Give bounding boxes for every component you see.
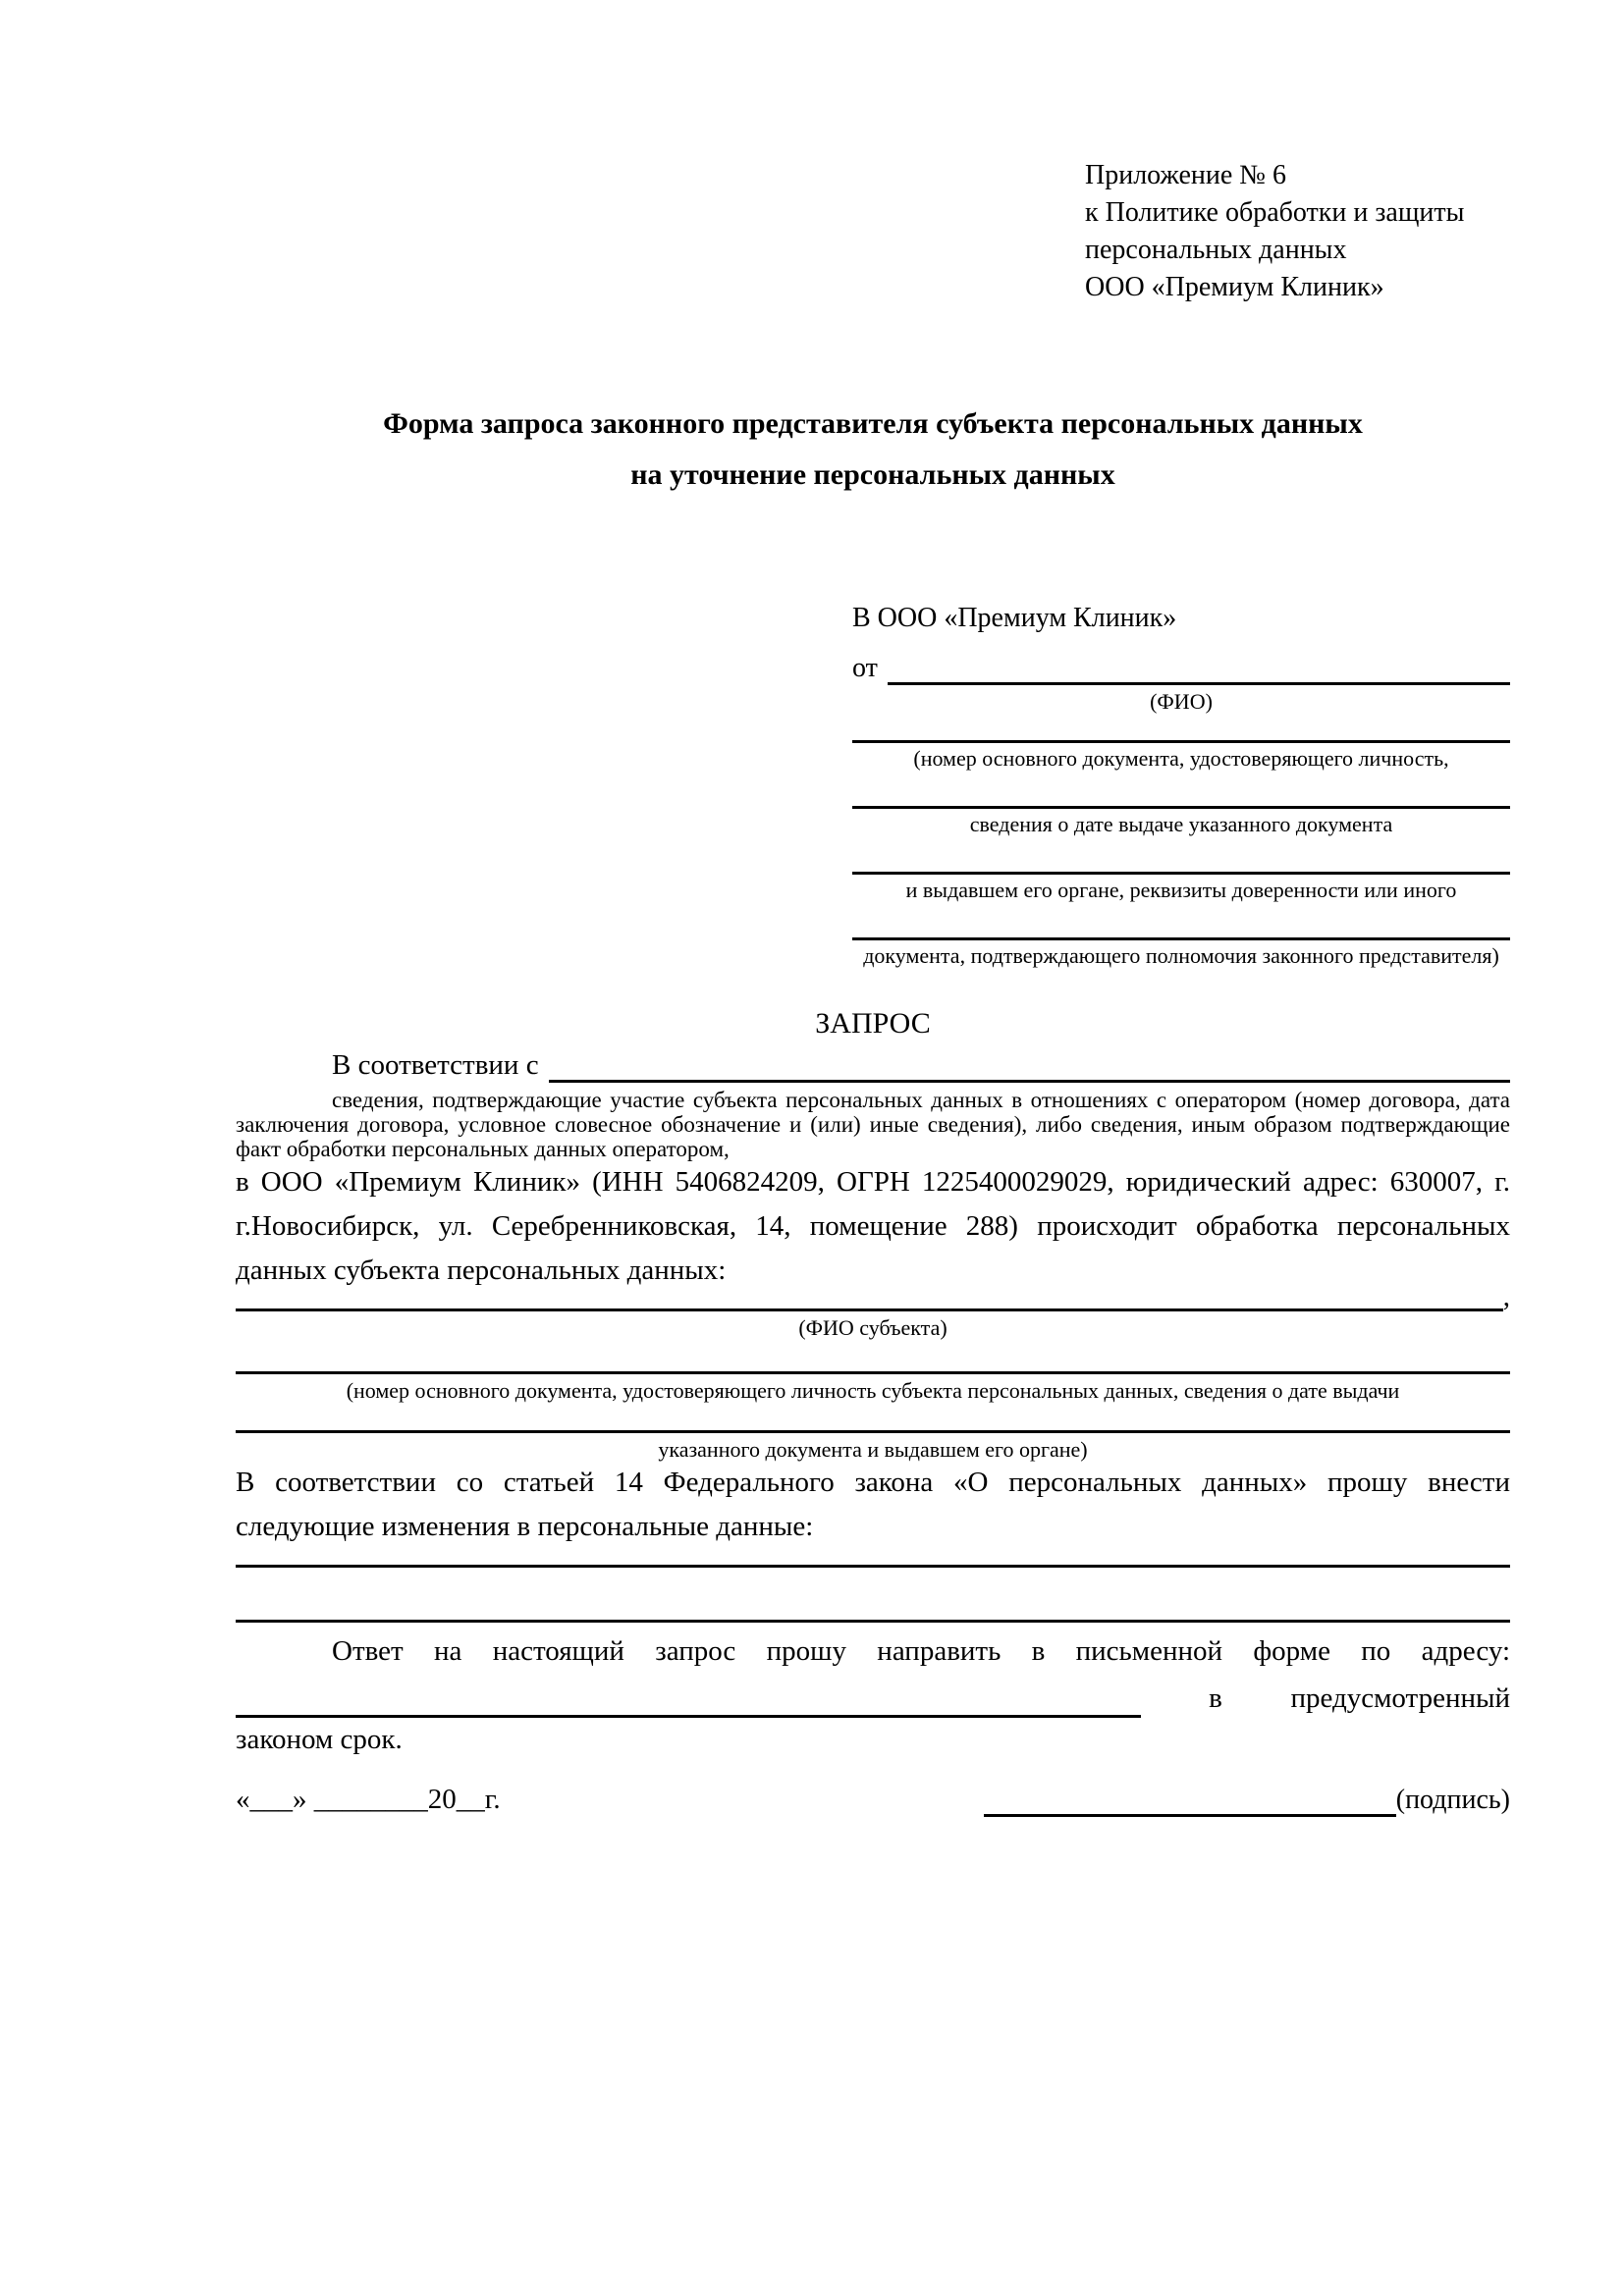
address-blank-line [236, 1682, 1141, 1718]
blank-line-row [852, 740, 1510, 806]
fio-subject-row [236, 1276, 1510, 1311]
answer-paragraph [236, 1629, 1510, 1762]
blank-line-row [236, 1371, 1510, 1404]
intro-row [236, 1044, 1510, 1083]
document-content [236, 0, 1510, 2296]
line-caption: и выдавшем его органе, реквизиты доверенности или иного [905, 878, 1457, 902]
representative-doc-lines [852, 740, 1510, 969]
signature-group [984, 1783, 1510, 1817]
from-row [852, 644, 1510, 685]
law-paragraph: В соответствии со статьей 14 Федерального закона «О персональных данных» прошу внести следующие изменения в персональные данные: [236, 1467, 1510, 1542]
answer-line: законом срок. [236, 1724, 403, 1755]
blank-line-row [236, 1430, 1510, 1463]
from-blank-line [888, 649, 1510, 685]
line-caption: сведения о дате выдаче указанного документа [969, 812, 1393, 836]
answer-address-row [236, 1674, 1510, 1718]
blank-line-row [852, 872, 1510, 937]
intro-footnote: сведения, подтверждающие участие субъекта персональных данных в отношениях с оператором (номер договора, дата заключения договора, условное словесное обозначение и (или) иные сведения), либо сведения, иным образом подтверждающие факт обработки персональных данных оператором, [236, 1088, 1510, 1161]
fio-subject-block [236, 1276, 1510, 1341]
annex-line: Приложение № 6 [1085, 160, 1286, 190]
line-caption: документа, подтверждающего полномочия законного представителя) [863, 943, 1499, 968]
line-caption: (номер основного документа, удостоверяющего личность субъекта персональных данных, сведения о дате выдачи [346, 1378, 1400, 1403]
blank-fill-line [236, 1565, 1510, 1568]
addressee-to: В ООО «Премиум Клиник» [852, 603, 1177, 633]
fio-subject-comma: , [1502, 1281, 1510, 1312]
fio-subject-blank-line [236, 1275, 1503, 1311]
annex-line: ООО «Премиум Клиник» [1085, 272, 1384, 302]
operator-paragraph: в ООО «Премиум Клиник» (ИНН 5406824209, ОГРН 1225400029029, юридический адрес: 630007, г. г.Новосибирск, ул. Серебренниковская, 14, помещение 288) происходит обработка персональных данных субъекта персональных данных: [236, 1166, 1510, 1286]
blank-fill-line [236, 1620, 1510, 1623]
from-label: от [852, 653, 878, 683]
intro-label: В соответствии с [332, 1049, 539, 1081]
fio-subject-caption: (ФИО субъекта) [798, 1315, 947, 1340]
document-title-line: на уточнение персональных данных [630, 458, 1115, 491]
document-title [236, 399, 1510, 501]
answer-line: Ответ на настоящий запрос прошу направить в письменной форме по адресу: [332, 1635, 1510, 1667]
blank-line-row [852, 937, 1510, 969]
signature-caption: (подпись) [1395, 1785, 1510, 1815]
line-caption: (номер основного документа, удостоверяющего личность, [913, 746, 1449, 771]
annex-block [1085, 157, 1464, 306]
signature-blank-line [984, 1783, 1396, 1817]
blank-line-row [852, 806, 1510, 872]
annex-line: персональных данных [1085, 235, 1347, 265]
fio-caption: (ФИО) [1150, 689, 1213, 714]
answer-word: в [1209, 1682, 1222, 1714]
line-caption: указанного документа и выдавшем его органе) [658, 1437, 1088, 1462]
date-placeholder: «___» ________20__г. [236, 1784, 501, 1815]
answer-word: предусмотренный [1290, 1682, 1510, 1714]
addressee-block [852, 601, 1510, 969]
request-heading: ЗАПРОС [815, 1007, 931, 1040]
annex-line: к Политике обработки и защиты [1085, 197, 1465, 228]
document-title-line: Форма запроса законного представителя субъекта персональных данных [383, 407, 1363, 440]
date-signature-row [236, 1782, 1510, 1817]
intro-blank-line [549, 1044, 1510, 1083]
